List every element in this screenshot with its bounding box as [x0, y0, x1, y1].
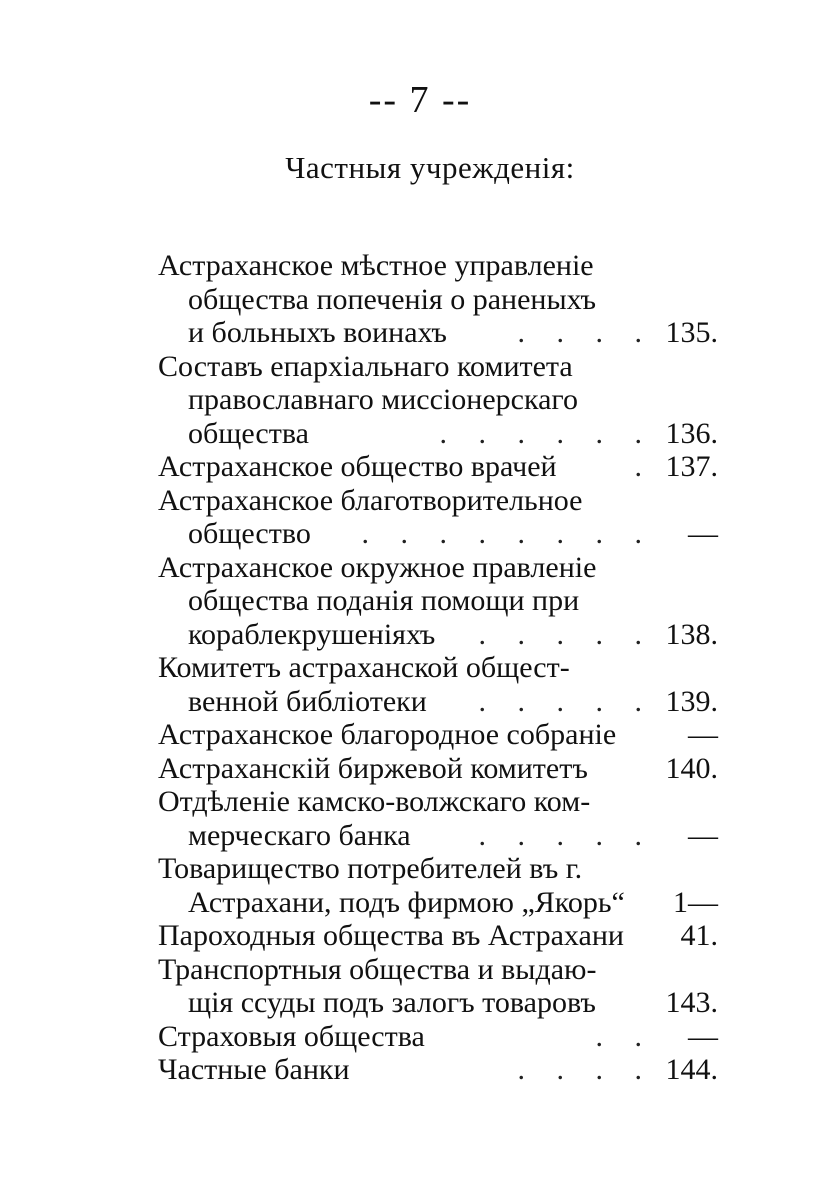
toc-entry-line: Комитетъ астраханской общест-: [158, 651, 570, 684]
table-of-contents: [158, 249, 718, 1087]
toc-entry-last-line: [158, 316, 718, 350]
toc-entry-line: Астраханское окружное правленіе: [158, 550, 597, 584]
toc-entry-line: православнаго миссіонерскаго: [188, 383, 578, 416]
toc-page-ref: —: [688, 818, 718, 852]
toc-entry: [158, 350, 718, 451]
toc-entry-last-line: [158, 450, 718, 484]
toc-entry-text: Астрахани, подъ фирмою „Якорь“: [188, 885, 625, 919]
toc-entry-last-line: [158, 819, 718, 853]
toc-entry: [158, 1053, 718, 1087]
toc-entry-last-line: [158, 886, 718, 920]
dot-leader: . . . . . . . .: [361, 517, 654, 550]
toc-entry-text: общества: [188, 416, 309, 450]
toc-entry: [158, 551, 718, 652]
toc-page-ref: —: [688, 517, 718, 550]
dot-leader: . . . . .: [478, 684, 654, 718]
toc-entry-text: Страховыя общества: [158, 1019, 425, 1053]
toc-entry: [158, 919, 718, 953]
toc-entry-last-line: [158, 618, 718, 652]
toc-entry-text: мерческаго банка: [188, 818, 411, 852]
toc-entry-last-line: [158, 417, 718, 451]
toc-entry-line: Составъ епархіальнаго комитета: [158, 349, 573, 383]
toc-entry-text: Астраханское общество врачей: [158, 450, 557, 483]
toc-entry: [158, 718, 718, 752]
toc-entry: [158, 785, 718, 852]
toc-page-ref: 140.: [665, 751, 718, 785]
toc-page-ref: 136.: [665, 416, 718, 450]
toc-entry-last-line: [158, 517, 718, 551]
toc-page-ref: 135.: [665, 316, 718, 349]
dot-leader: . . . . . .: [439, 416, 654, 450]
toc-entry-text: и больныхъ воинахъ: [188, 316, 447, 349]
toc-entry-text: общество: [188, 517, 311, 550]
toc-page-ref: 1—: [673, 885, 718, 919]
toc-entry-line: общества поданія помощи при: [188, 584, 580, 617]
toc-entry: [158, 249, 718, 350]
section-heading: Частныя учрежденія:: [285, 150, 575, 185]
toc-entry-text: Астраханскій биржевой комитетъ: [158, 751, 588, 785]
toc-page-ref: 139.: [665, 684, 718, 718]
toc-entry-last-line: [158, 1053, 718, 1087]
toc-entry: [158, 852, 718, 919]
dot-leader: . . . .: [517, 1053, 654, 1086]
toc-entry-last-line: [158, 752, 718, 786]
toc-entry-line: Астраханское благотворительное: [158, 483, 583, 517]
dot-leader: . . . . .: [478, 818, 654, 852]
toc-entry: [158, 484, 718, 551]
toc-page-ref: 137.: [665, 450, 718, 483]
toc-entry: [158, 651, 718, 718]
toc-page-ref: 138.: [665, 617, 718, 651]
toc-entry-line: Транспортныя общества и выдаю-: [158, 952, 597, 986]
dot-leader: . .: [595, 1019, 654, 1053]
dot-leader: .: [634, 450, 654, 483]
toc-entry: [158, 752, 718, 786]
toc-entry-text: Частные банки: [158, 1053, 350, 1086]
toc-entry-text: венной библіотеки: [188, 684, 427, 718]
dot-leader: . . . . .: [478, 617, 654, 651]
toc-entry-text: щія ссуды подъ залогъ товаровъ: [188, 986, 596, 1019]
toc-entry: [158, 1020, 718, 1054]
toc-page-ref: 143.: [665, 986, 718, 1019]
toc-entry-text: кораблекрушеніяхъ: [188, 617, 436, 651]
toc-page-ref: 144.: [665, 1053, 718, 1086]
toc-entry: [158, 450, 718, 484]
page-number: -- 7 --: [368, 79, 472, 121]
toc-entry-last-line: [158, 986, 718, 1020]
toc-entry-last-line: [158, 1020, 718, 1054]
toc-entry: [158, 953, 718, 1020]
toc-entry-text: Пароходныя общества въ Астрахани: [158, 919, 624, 952]
toc-page-ref: —: [688, 1019, 718, 1053]
toc-entry-line: Товарищество потребителей въ г.: [158, 852, 583, 885]
toc-entry-text: Астраханское благородное собраніе: [158, 718, 617, 751]
dot-leader: . . . .: [517, 316, 654, 349]
toc-entry-last-line: [158, 685, 718, 719]
toc-entry-line: общества попеченія о раненыхъ: [188, 282, 596, 316]
toc-entry-last-line: [158, 919, 718, 953]
toc-page-ref: 41.: [680, 919, 718, 952]
toc-entry-last-line: [158, 718, 718, 752]
toc-entry-line: Астраханское мѣстное управленіе: [158, 249, 594, 282]
toc-page-ref: —: [688, 718, 718, 751]
toc-entry-line: Отдѣленіе камско-волжскаго ком-: [158, 785, 591, 818]
